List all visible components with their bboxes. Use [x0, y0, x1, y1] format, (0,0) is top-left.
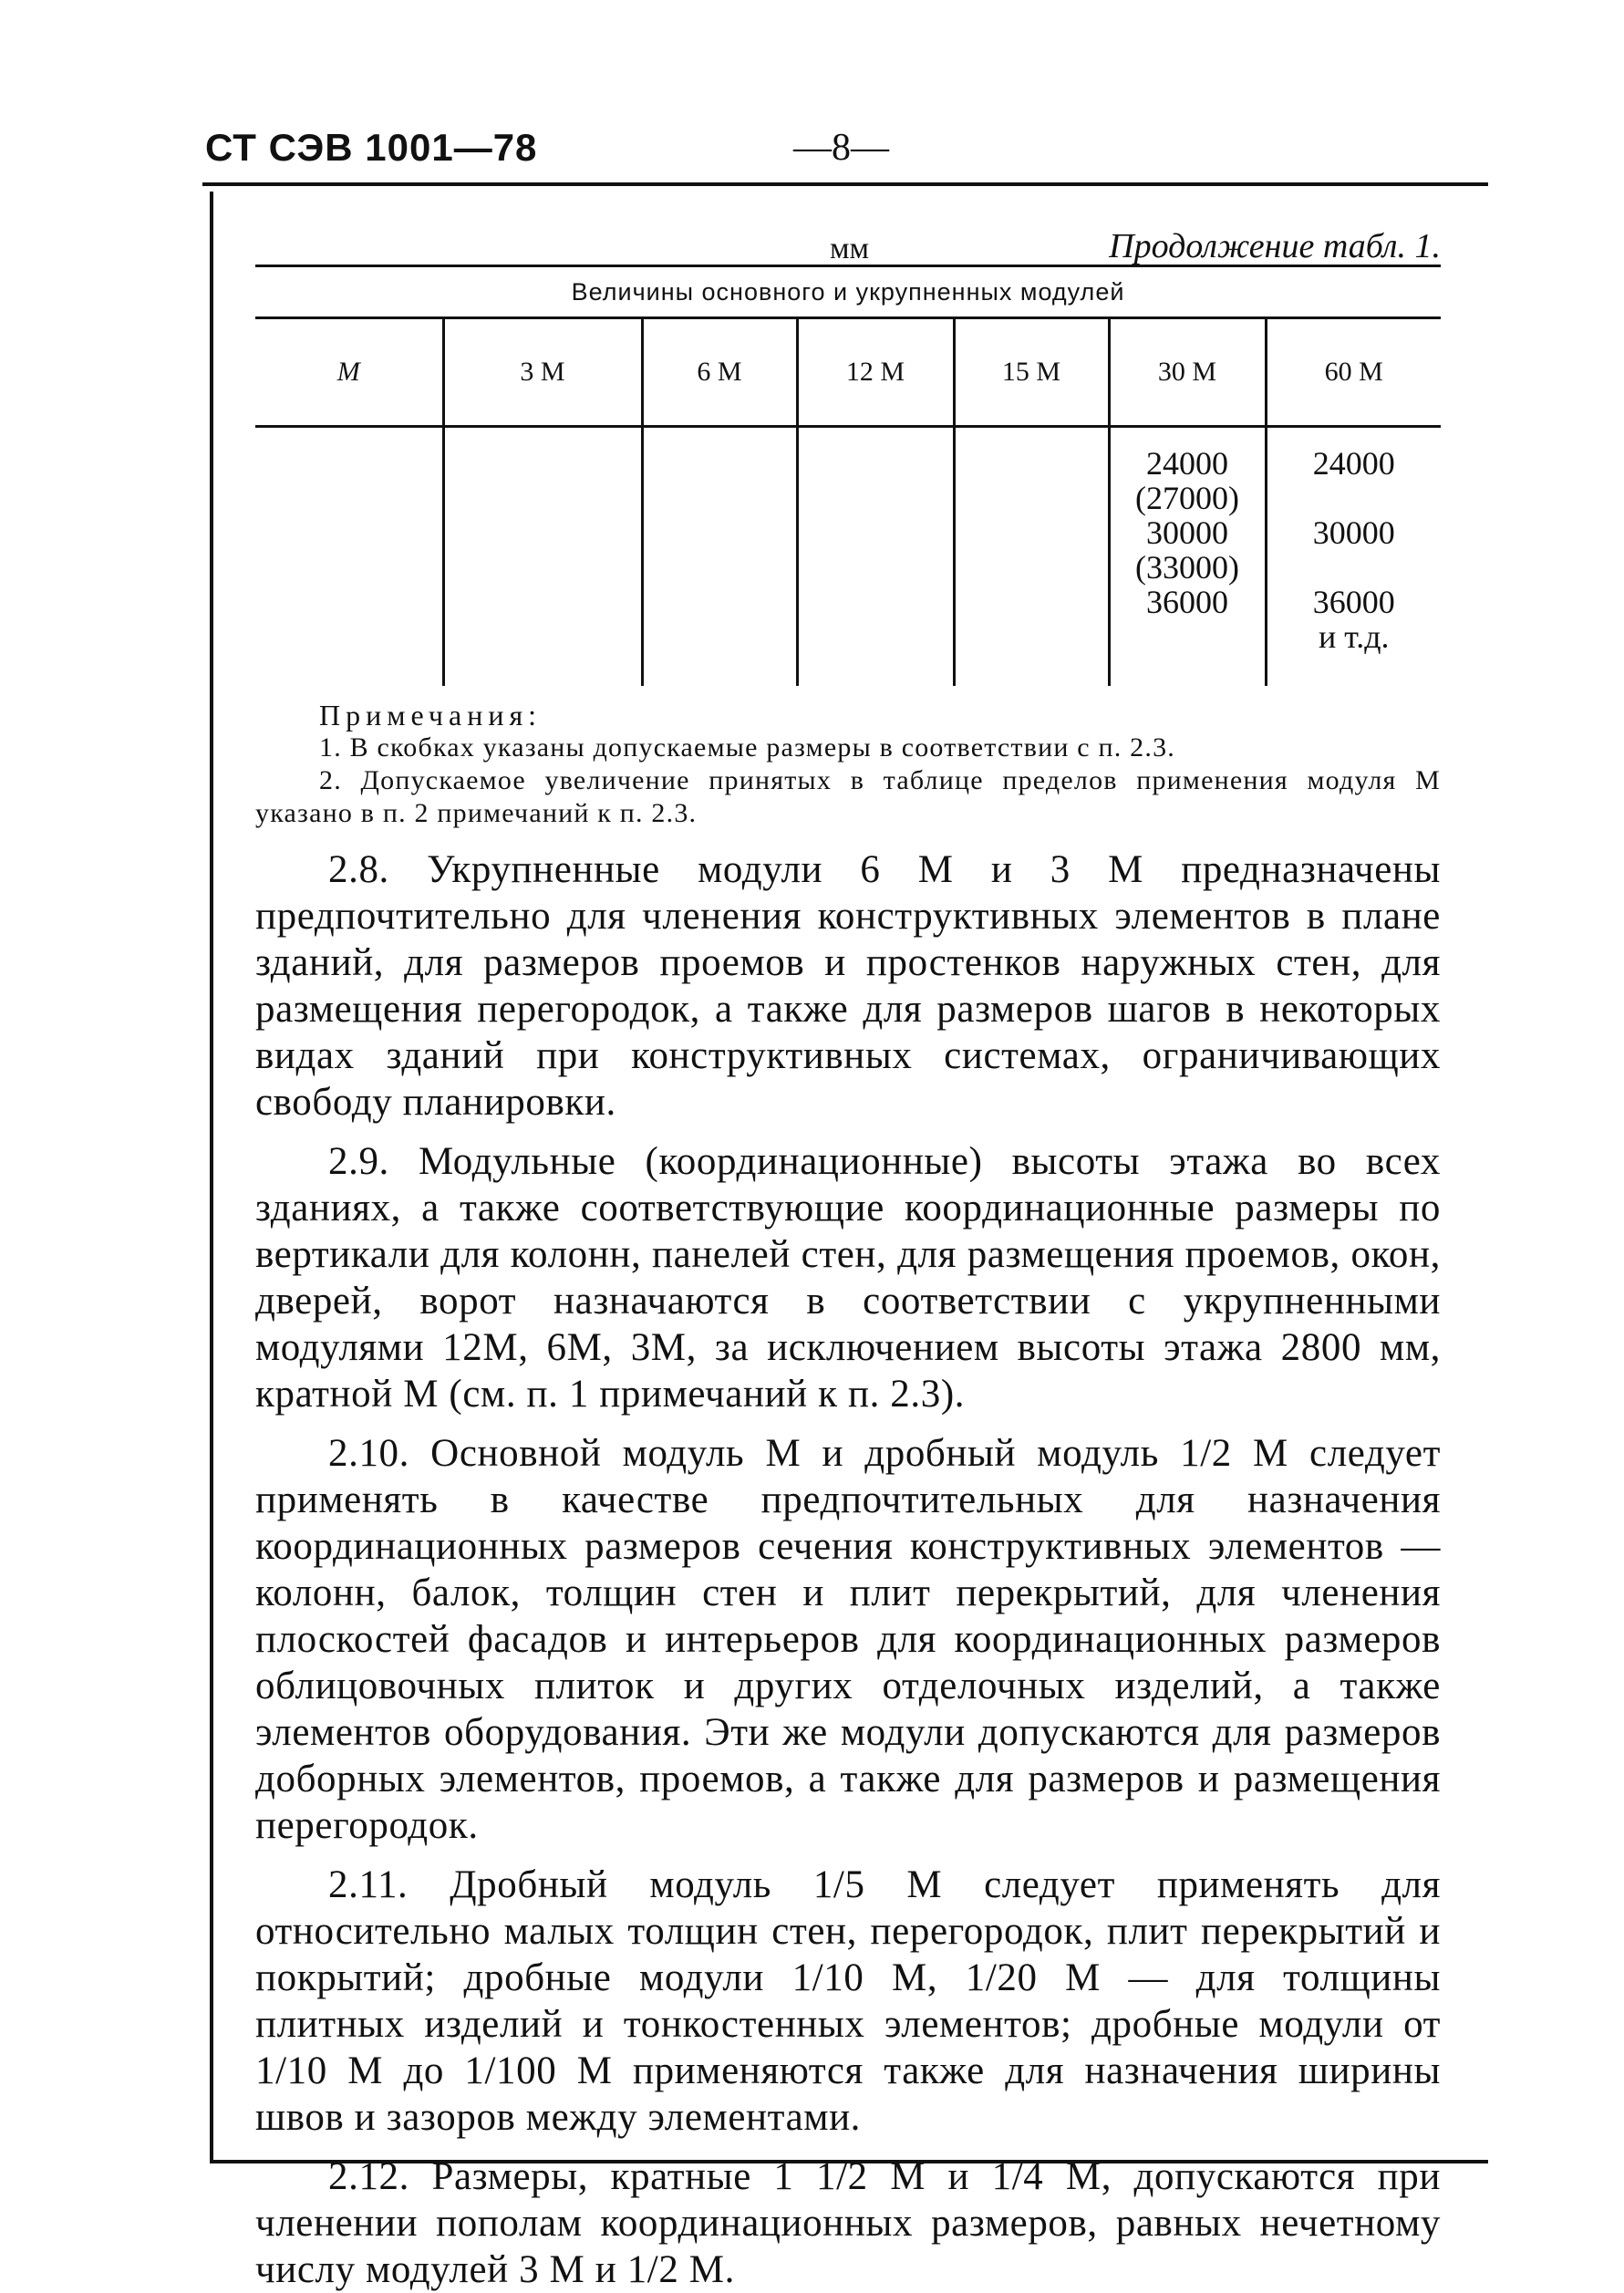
paragraph-2-12: 2.12. Размеры, кратные 1 1/2 М и 1/4 М, допускаются при членении пополам координационных размеров, равных нечетному числу модулей 3 М и 1/2 М. [255, 2155, 1441, 2291]
table-caption [255, 208, 1441, 265]
column-header-m: M [255, 318, 443, 427]
cell-value: 30000 [1312, 514, 1395, 551]
cell-value [1268, 550, 1441, 585]
table-cell [954, 427, 1109, 687]
table-row [255, 427, 1441, 687]
paragraph-2-9: 2.9. Модульные (координационные) высоты этажа во всех зданиях, а также соответствующие координационные размеры по вертикали для колонн, панелей стен, для размещения проемов, окон, дверей, ворот назначаются в соответствии с укрупненными модулями 12М, 6М, 3М, за исключением высоты этажа 2800 мм, кратной М (см. п. 1 примечаний к п. 2.3). [255, 1140, 1441, 1416]
page-content [255, 208, 1441, 2293]
cell-value: и т.д. [1318, 618, 1390, 655]
note-item: 1. В скобках указаны допускаемые размеры в соответствии с п. 2.3. [319, 732, 1175, 763]
page-number: —8— [793, 127, 889, 169]
column-header-15m: 15 M [954, 318, 1109, 427]
cell-value: (27000) [1135, 480, 1239, 516]
table-cell-60m [1266, 427, 1441, 687]
paragraph-2-8: 2.8. Укрупненные модули 6 М и 3 М предназначены предпочтительно для членения конструктивных элементов в плане зданий, для размеров проемов и простенков наружных стен, для размещения перегородок, а также для размеров шагов в некоторых видах зданий при конструктивных системах, ограничивающих свободу планировки. [255, 848, 1441, 1124]
column-header-60m: 60 M [1266, 318, 1441, 427]
cell-value: (33000) [1135, 549, 1239, 586]
table-continuation-label: Продолжение табл. 1. [1109, 227, 1441, 265]
cell-value [1268, 481, 1441, 515]
cell-value: 36000 [1312, 584, 1395, 620]
table-cell-30m [1109, 427, 1266, 687]
table-group-header-row [255, 266, 1441, 318]
column-header-12m: 12 M [797, 318, 954, 427]
column-header-30m: 30 M [1109, 318, 1266, 427]
document-code: СТ СЭВ 1001—78 [205, 126, 538, 169]
note-item: 2. Допускаемое увеличение принятых в таблице пределов применения модуля М указано в п. 2 примечаний к п. 2.3. [255, 765, 1441, 828]
cell-value: 24000 [1146, 445, 1228, 482]
table-group-header: Величины основного и укрупненных модулей [255, 266, 1441, 318]
table-unit: мм [830, 232, 870, 265]
table-cell [443, 427, 642, 687]
page-header [0, 126, 1624, 181]
left-margin-rule [210, 192, 213, 2162]
table-cell [797, 427, 954, 687]
notes-title: Примечания: [319, 699, 543, 731]
table-cell [255, 427, 443, 687]
header-rule [202, 182, 1488, 186]
table-cell [642, 427, 797, 687]
table-column-header-row [255, 318, 1441, 427]
column-header-3m: 3 M [443, 318, 642, 427]
paragraph-2-11: 2.11. Дробный модуль 1/5 М следует применять для относительно малых толщин стен, перегородок, плит перекрытий и покрытий; дробные модули 1/10 М, 1/20 М — для толщины плитных изделий и тонкостенных элементов; дробные модули от 1/10 М до 1/100 М применяются также для назначения ширины швов и зазоров между элементами. [255, 1863, 1441, 2139]
column-header-6m: 6 M [642, 318, 797, 427]
cell-value: 30000 [1146, 514, 1228, 551]
modules-table [255, 265, 1441, 686]
cell-value: 24000 [1312, 445, 1395, 482]
paragraph-2-10: 2.10. Основной модуль М и дробный модуль 1/2 М следует применять в качестве предпочтительных для назначения координационных размеров сечения конструктивных элементов — колонн, балок, толщин стен и плит перекрытий, для членения плоскостей фасадов и интерьеров для координационных размеров облицовочных плиток и других отделочных изделий, а также элементов оборудования. Эти же модули допускаются для размеров доборных элементов, проемов, а также для размеров и размещения перегородок. [255, 1432, 1441, 1847]
cell-value: 36000 [1146, 584, 1228, 620]
table-notes [255, 699, 1441, 830]
